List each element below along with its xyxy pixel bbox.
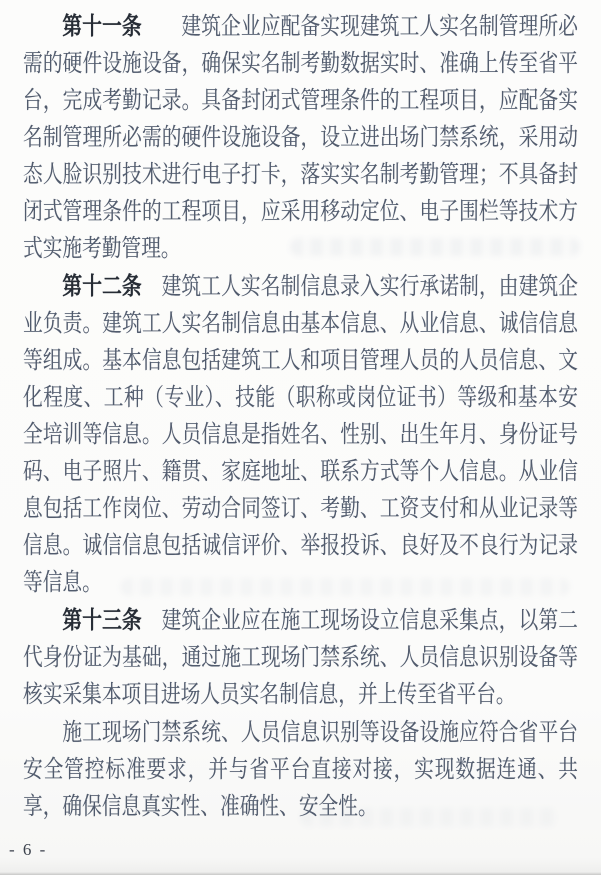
ink-bleed-artifact bbox=[300, 808, 560, 826]
article-12-text: 建筑工人实名制信息录入实行承诺制，由建筑企业负责。建筑工人实名制信息由基本信息、从业信息、诚信信息等组成。基本信息包括建筑工人和项目管理人员的人员信息、文化程度、工种（专业）、技能（职称或岗位证书）等级和基本安全培训等信息。人员信息是指姓名、性别、出生年月、身份证号码、电子照片、籍贯、家庭地址、联系方式等个人信息。从业信息包括工作岗位、劳动合同签订、考勤、工资支付和从业记录等信息。诚信信息包括诚信评价、举报投诉、良好及不良行为记录等信息。 bbox=[23, 274, 579, 596]
ink-bleed-artifact bbox=[120, 578, 570, 596]
paragraph-4-text: 施工现场门禁系统、人员信息识别等设备设施应符合省平台安全管控标准要求，并与省平台直接对接，实现数据连通、共享，确保信息真实性、准确性、安全性。 bbox=[23, 720, 578, 820]
article-11-heading: 第十一条 bbox=[62, 13, 182, 40]
article-13-heading: 第十三条 bbox=[62, 607, 162, 634]
paragraph-article-12 bbox=[23, 268, 578, 602]
article-13-text: 建筑企业应在施工现场设立信息采集点，以第二代身份证为基础，通过施工现场门禁系统、人员信息识别设备等核实采集本项目进场人员实名制信息，并上传至省平台。 bbox=[23, 608, 579, 708]
article-11-text: 建筑企业应配备实现建筑工人实名制管理所必需的硬件设施设备，确保实名制考勤数据实时、准确上传至省平台，完成考勤记录。具备封闭式管理条件的工程项目，应配备实名制管理所必需的硬件设施设备，设立进出场门禁系统，采用动态人脸识别技术进行电子打卡，落实实名制考勤管理；不具备封闭式管理条件的工程项目，应采用移动定位、电子围栏等技术方式实施考勤管理。 bbox=[23, 14, 579, 262]
paragraph-article-11 bbox=[23, 8, 578, 268]
ink-bleed-artifact bbox=[290, 238, 580, 256]
document-text-block bbox=[23, 8, 578, 826]
page-number: - 6 - bbox=[9, 840, 48, 859]
paragraph-article-13 bbox=[23, 602, 578, 714]
article-12-heading: 第十二条 bbox=[62, 273, 162, 300]
